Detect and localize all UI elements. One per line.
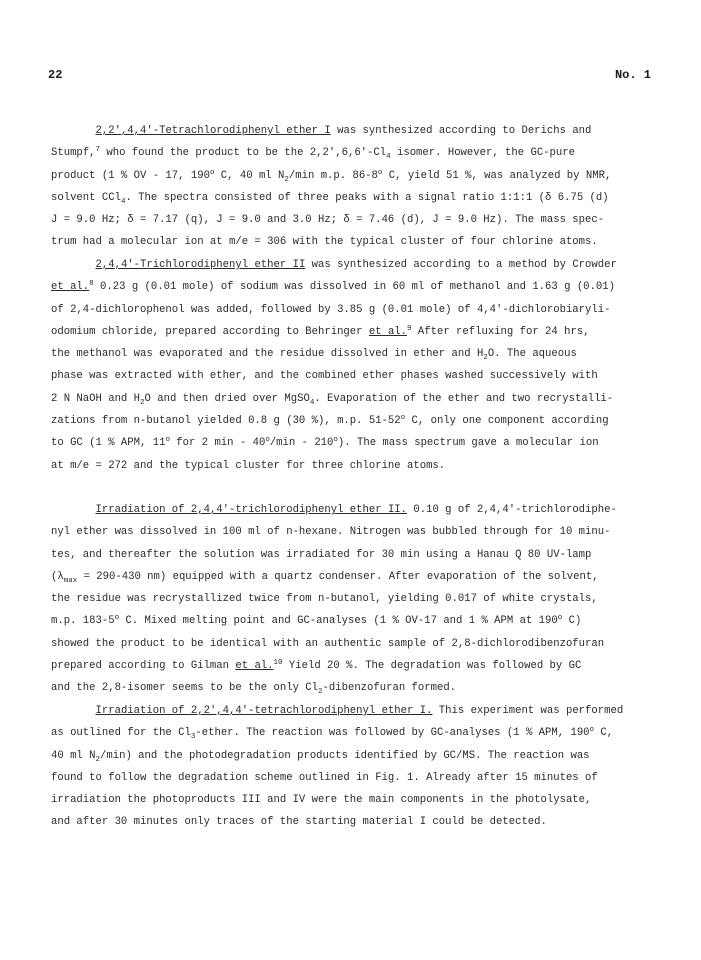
text-line: as outlined for the $Cl_3$-ether. The reaction was followed by GC-analyses (1 % APM, 190$^o$ C, (51, 726, 614, 742)
paragraph-heading: Irradiation of 2,2',4,4'-tetrachlorodiphenyl ether I. (95, 705, 433, 717)
text-line: 40 ml $N_2/\min$) and the photodegradation products identified by GC/MS. The reaction was (51, 749, 590, 764)
paragraph-irradiation-tetrachloro (51, 700, 651, 834)
text-line: of 2,4-dichlorophenol was added, followed by 3.85 g (0.01 mole) of 4,4'-dichlorobiaryli- (51, 303, 611, 316)
text-line: J = 9.0 Hz; δ = 7.17 (q), J = 9.0 and 3.0 Hz; δ = 7.46 (d), J = 9.0 Hz). The mass spec- (51, 214, 605, 227)
text-line: solvent CCl$_4$. The spectra consisted of three peaks with a signal ratio 1:1:1 (δ 6.75 (d) (51, 191, 609, 206)
text-line: and the 2,8-isomer seems to be the only $Cl_2$-dibenzofuran formed. (51, 682, 457, 697)
text-line: nyl ether was dissolved in 100 ml of n-hexane. Nitrogen was bubbled through for 10 minu- (51, 526, 611, 539)
paragraph-trichloro-synthesis (51, 254, 651, 477)
text-line: trum had a molecular ion at m/e = 306 with the typical cluster of four chlorine atoms. (51, 236, 598, 249)
text-line: showed the product to be identical with an authentic sample of 2,8-dichlorodibenzofuran (51, 637, 605, 650)
text-line: Irradiation of 2,2',4,4'-tetrachlorodiphenyl ether I. This experiment was performed (95, 705, 624, 717)
text-line: prepared according to Gilman et al.$^{10}$ Yield 20 %. The degradation was followed by GC (51, 659, 582, 673)
text-line: m.p. 183-5$^o$ C. Mixed melting point and GC-analyses (1 % OV-17 and 1 % APM at 190$^o$ C) (51, 614, 582, 628)
text-line: to GC (1 % APM, 11$^o$ for 2 min - 40$^o$/min - 210$^o$). The mass spectrum gave a molecular ion (51, 436, 599, 450)
paragraph-heading: Irradiation of 2,4,4'-trichlorodiphenyl ether II. (95, 504, 408, 516)
paragraph-irradiation-trichloro (51, 499, 651, 700)
page-number: 22 (48, 68, 63, 82)
text-line: ($\lambda_{max} = 290-430$ nm) equipped with a quartz condenser. After evaporation of the solvent, (51, 570, 599, 585)
text-line: irradiation the photoproducts III and IV were the main components in the photolysate, (51, 794, 592, 807)
text-line: and after 30 minutes only traces of the starting material I could be detected. (51, 816, 547, 829)
paragraph-heading: 2,4,4'-Trichlorodiphenyl ether II (95, 259, 306, 271)
text-line: 2,4,4'-Trichlorodiphenyl ether II was synthesized according to a method by Crowder (95, 259, 617, 271)
paragraph-heading: 2,2',4,4'-Tetrachlorodiphenyl ether I (95, 125, 331, 137)
text-line: odomium chloride, prepared according to Behringer et al.$^9$ After refluxing for 24 hrs, (51, 324, 590, 338)
text-line: product (1 % OV - 17, 190$^o$ C, 40 ml $N_2/\min$ m.p. 86-8$^o$ C, yield 51 %, was analyzed by NMR, (51, 168, 612, 184)
text-line: zations from n-butanol yielded 0.8 g (30 %), m.p. 51-52$^o$ C, only one component according (51, 414, 609, 428)
text-line: 2,2',4,4'-Tetrachlorodiphenyl ether I was synthesized according to Derichs and (95, 125, 592, 137)
text-line: 2 N NaOH and $H_2O$ and then dried over MgSO$_4$. Evaporation of the ether and two recrystalli- (51, 392, 614, 407)
text-line: the methanol was evaporated and the residue dissolved in ether and $H_2O$. The aqueous (51, 348, 577, 363)
text-line: the residue was recrystallized twice from n-butanol, yielding 0.017 of white crystals, (51, 593, 598, 606)
text-line: tes, and thereafter the solution was irradiated for 30 min using a Hanau Q 80 UV-lamp (51, 548, 592, 561)
text-line: phase was extracted with ether, and the combined ether phases washed successively with (51, 370, 598, 383)
text-line: found to follow the degradation scheme outlined in Fig. 1. Already after 15 minutes of (51, 771, 598, 784)
text-line: Stumpf,$^7$ who found the product to be the $2,2',6,6'-Cl_4$ isomer. However, the GC-pure (51, 146, 575, 162)
text-line: et al.$^8$ 0.23 g (0.01 mole) of sodium was dissolved in 60 ml of methanol and 1.63 g (0.01) (51, 280, 615, 294)
text-line: Irradiation of 2,4,4'-trichlorodiphenyl ether II. 0.10 g of 2,4,4'-trichlorodiphe- (95, 504, 617, 516)
paragraph-tetrachloro-synthesis (51, 120, 651, 254)
journal-number: No. 1 (614, 68, 651, 82)
text-line: at m/e = 272 and the typical cluster for three chlorine atoms. (51, 459, 446, 472)
